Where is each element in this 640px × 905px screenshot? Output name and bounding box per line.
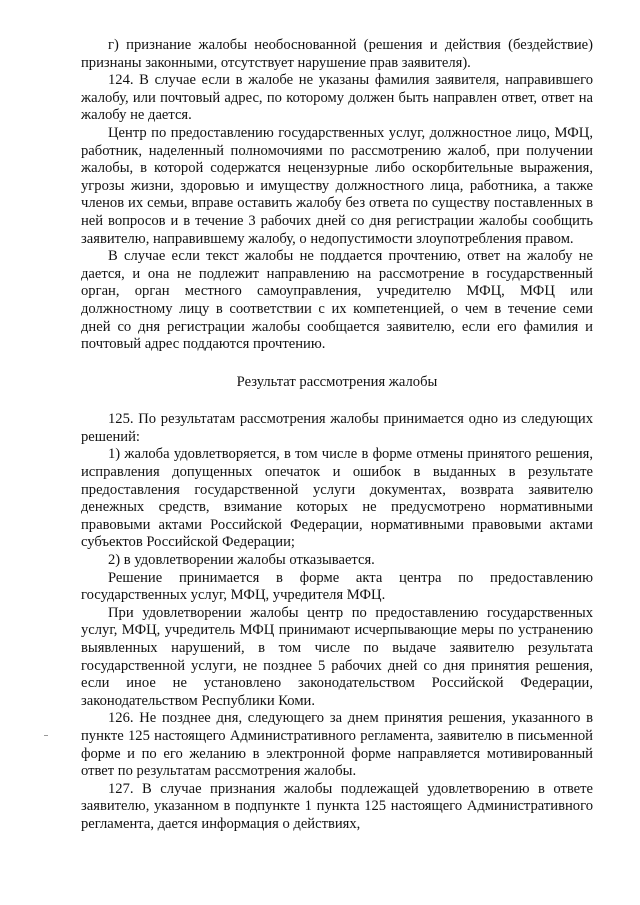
paragraph-unreadable-complaint: В случае если текст жалобы не поддается прочтению, ответ на жалобу не дается, и она не подлежит направлению на рассмотрение в государственный орган, орган местного самоуправления, учредителю МФЦ, МФЦ или должностному лицу в соответствии с их компетенцией, о чем в течение семи дней со дня регистрации жалобы сообщается заявителю, если его фамилия и почтовый адрес поддаются прочтению. — [81, 248, 593, 353]
paragraph-decision-form: Решение принимается в форме акта центра по предоставлению государственных услуг, МФЦ, учредителя МФЦ. — [81, 569, 593, 604]
margin-mark — [44, 735, 48, 736]
paragraph-complaint-unfounded: г) признание жалобы необоснованной (решения и действия (бездействие) признаны законными, отсутствует нарушение прав заявителя). — [81, 37, 593, 71]
paragraph-satisfaction-measures: При удовлетворении жалобы центр по предоставлению государственных услуг, МФЦ, учредитель МФЦ принимают исчерпывающие меры по устранению выявленных нарушений, в том числе по выдаче заявителю результата государственной услуги, не позднее 5 рабочих дней со дня принятия решения, если иное не установлено законодательством Российской Федерации, законодательством Республики Коми. — [81, 604, 593, 709]
paragraph-124: 124. В случае если в жалобе не указаны фамилия заявителя, направившего жалобу, или почтовый адрес, по которому должен быть направлен ответ, ответ на жалобу не дается. — [81, 72, 593, 124]
paragraph-125-item-2: 2) в удовлетворении жалобы отказывается. — [108, 552, 375, 569]
paragraph-125: 125. По результатам рассмотрения жалобы принимается одно из следующих решений: — [81, 411, 593, 445]
paragraph-126: 126. Не позднее дня, следующего за днем принятия решения, указанного в пункте 125 настоящего Административного регламента, заявителю в письменной форме и по его желанию в электронной форме направляется мотивированный ответ по результатам рассмотрения жалобы. — [81, 710, 593, 780]
section-heading: Результат рассмотрения жалобы — [236, 373, 438, 390]
paragraph-127: 127. В случае признания жалобы подлежащей удовлетворению в ответе заявителю, указанном в подпункте 1 пункта 125 настоящего Административного регламента, дается информация о действиях, — [81, 780, 593, 832]
paragraph-125-item-1: 1) жалоба удовлетворяется, в том числе в форме отмены принятого решения, исправления допущенных опечаток и ошибок в выданных в результате предоставления государственной услуги документах, возврата заявителю денежных средств, взимание которых не предусмотрено нормативными правовыми актами Российской Федерации, нормативными правовыми актами субъектов Российской Федерации; — [81, 446, 593, 551]
paragraph-obscene-complaint: Центр по предоставлению государственных услуг, должностное лицо, МФЦ, работник, наделенный полномочиями по рассмотрению жалоб, при получении жалобы, в которой содержатся нецензурные либо оскорбительные выражения, угрозы жизни, здоровью и имуществу должностного лица, работника, а также членов их семьи, вправе оставить жалобу без ответа по существу поставленных в ней вопросов и в течение 3 рабочих дней со дня регистрации жалобы сообщить заявителю, направившему жалобу, о недопустимости злоупотребления правом. — [81, 124, 593, 247]
document-body — [81, 37, 593, 834]
